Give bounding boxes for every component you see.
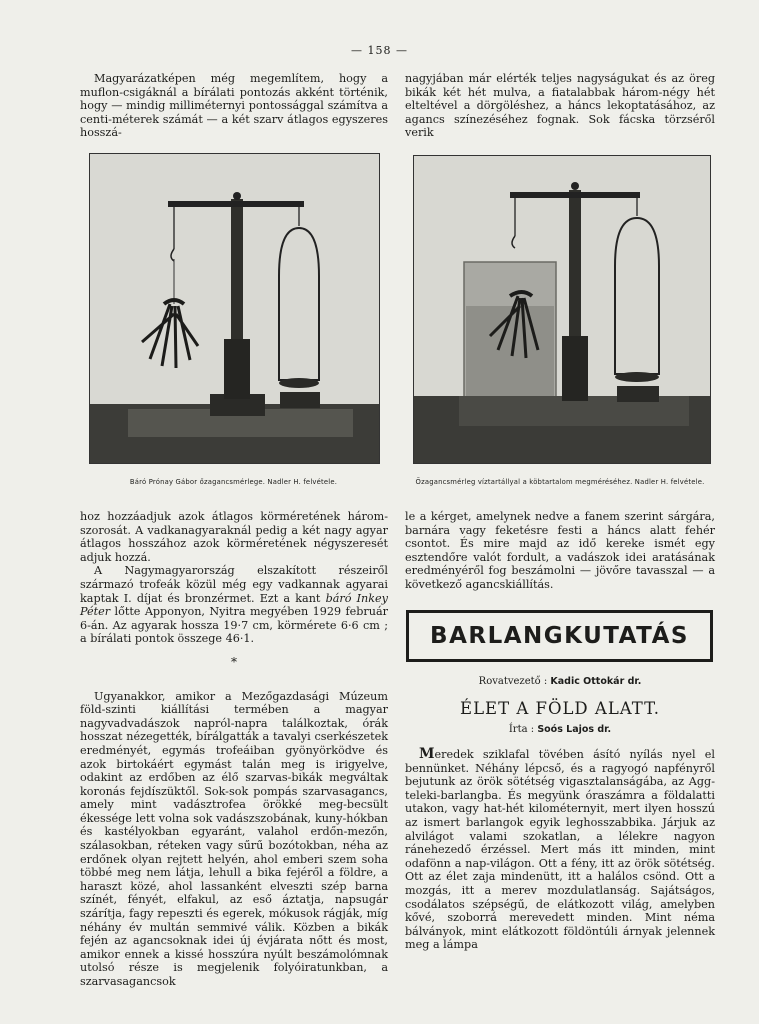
- photo-scale-right: [413, 155, 711, 464]
- section-heading-box: BARLANGKUTATÁS: [406, 610, 713, 662]
- drop-cap: M: [419, 746, 435, 762]
- editor-name: Kadic Ottokár dr.: [550, 676, 642, 687]
- paragraph: nagyjában már elérték teljes nagyságukat és az öreg bikák két hét mulva, a fiatalabbak három-négy hét elteltével a dörgöléshez, a háncs lekoptatásához, az agancs színezéséhez fognak. Sok fácska törzséről verik: [405, 72, 715, 140]
- photo-scale-left: [89, 153, 380, 464]
- author-name: Soós Lajos dr.: [537, 724, 612, 735]
- author-line: [405, 724, 715, 735]
- photo-caption-right: Őzagancsmérleg víztartállyal a köbtartalom megméréséhez. Nadler H. felvétele.: [415, 478, 705, 486]
- editor-label: Rovatvezető :: [478, 676, 548, 687]
- section-separator: *: [231, 654, 237, 669]
- person-name: báró Inkey Péter: [80, 591, 388, 619]
- paragraph: Ugyanakkor, amikor a Mezőgazdasági Múzeum föld-szinti kiállítási termében a magyar nagyvadvadászok napról-napra találkoztak, órák hosszat nézegették, bírálgatták a tavalyi cserkészetek eredményét, egymás trofeáiban gyönyörködve és azok birtokáért egymást talán meg is irigyelve, odakint az erdőben az élő szarvas-bikák megváltak koronás fejdíszüktől. Sok-sok pompás szarvasagancs, amely mint vadásztrofea örökké meg-becsült ékessége lett volna sok vadászszobának, kuny-hókban és kastélyokban egyaránt, valahol erdőn-mezőn, szálasokban, réteken vagy sűrű bozótokban, néha az erdőnek olyan rejtett helyén, ahol emberi szem soha többé meg nem látja, lehull a bika fejéről a földre, a haraszt közé, ahol lassanként elveszti szép barna színét, fényét, elfakul, az eső áztatja, napsugár szárítja, fagy repeszti és egerek, mókusok rágják, míg néhány év multán semmivé válik. Közben a bikák fején az agancsoknak idei új évjárata nőtt és most, amikor ennek a kissé hosszúra nyúlt beszámolómnak utolsó része is megjelenik folyóiratunkban, a szarvasagancsok: [80, 689, 388, 988]
- paragraph: le a kérget, amelynek nedve a fanem szerint sárgára, barnára vagy feketésre festi a háncs alatt fehér csontot. És mire majd az idő kereke ismét egy esztendőre valót fordult, a vadászok idei aratásának eredményéről fog beszámolni — jövőre tavasszal — a következő agancskiállítás.: [405, 510, 715, 591]
- article-title: ÉLET A FÖLD ALATT.: [460, 699, 660, 718]
- left-column-bottom: [80, 510, 388, 989]
- right-column-bottom: [405, 510, 715, 592]
- paragraph: hoz hozzáadjuk azok átlagos körméretének három-szorosát. A vadkanagyaraknál pedig a két nagy agyar átlagos hosszához azok körméretének négyszeresét adjuk hozzá.: [80, 510, 388, 564]
- left-column-top: [80, 72, 388, 140]
- text-run: eredek sziklafal tövében ásító nyílás nyel el bennünket. Néhány lépcső, és a ragyogó napfényről bejutunk az örök sötétség vigasztalanságába, az Agg-teleki-barlangba. És megyünk óraszámra a földalatti utakon, vagy hat-hét kilométernyit, mert ilyen hosszú az ismert barlangok egyik leghosszabbika. Járjuk az alvilágot valami szokatlan, a lélekre nagyon ránehezedő érzéssel. Mert más itt minden, mint odafönn a nap-világon. Ott a fény, itt az örök sötétség. Ott az élet zaja mindenütt, itt a halálos csönd. Ott a mozgás, itt a merev mozdulatlanság. Sajátságos, csodálatos szépségű, de elátkozott világ, amelyben kővé, szoborrá merevedett minden. Mint néma bálványok, mint elátkozott földöntúli árnyak jelennek meg a lámpa: [405, 748, 715, 952]
- text-run: lőtte Apponyon, Nyitra megyében 1929 február 6-án. Az agyarak hossza 19·7 cm, körmérete 6·6 cm ; a bírálati pontok összege 46·1.: [80, 605, 388, 646]
- photo-caption-left: Báró Prónay Gábor őzagancsmérlege. Nadler H. felvétele.: [129, 478, 338, 486]
- paragraph: [80, 564, 388, 646]
- text-run: A Nagymagyarország elszakított részeiről származó trofeák közül még egy vadkannak agyarai kaptak I. díjat és bronzérmet. Ezt a kant: [80, 564, 388, 605]
- paragraph: Magyarázatképen még megemlítem, hogy a muflon-csigáknál a bírálati pontozás akként történik, hogy — mindig milliméternyi pontossággal számítva a centi-méterek számát — a két szarv átlagos egyszeres hosszá-: [80, 72, 388, 140]
- right-column-top: [405, 72, 715, 140]
- author-label: Írta :: [508, 724, 535, 735]
- paragraph: [405, 748, 715, 952]
- article-body: [405, 748, 715, 952]
- page-number: — 158 —: [351, 44, 408, 57]
- section-editor-line: [405, 676, 715, 687]
